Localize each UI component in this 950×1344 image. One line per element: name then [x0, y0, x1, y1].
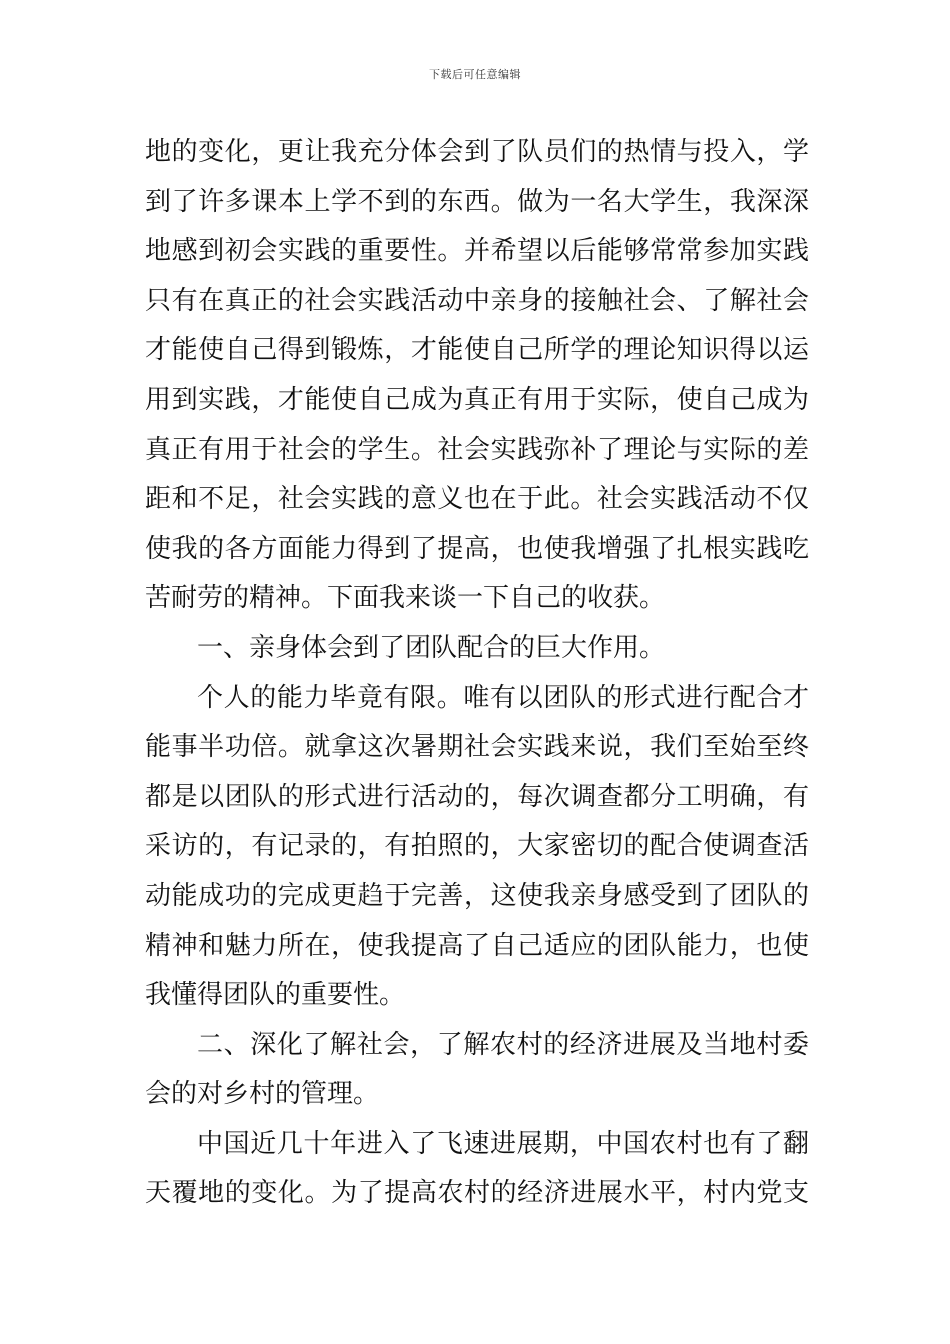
text-line: 到了许多课本上学不到的东西。做为一名大学生，我深深 — [145, 186, 809, 217]
page-header: 下载后可任意编辑 — [429, 68, 521, 81]
text-line: 采访的，有记录的，有拍照的，大家密切的配合使调查活 — [145, 831, 809, 862]
text-line: 地感到初会实践的重要性。并希望以后能够常常参加实践 — [145, 236, 809, 267]
text-line: 苦耐劳的精神。下面我来谈一下自己的收获。 — [145, 583, 666, 614]
text-line: 才能使自己得到锻炼，才能使自己所学的理论知识得以运 — [145, 335, 809, 366]
text-line: 只有在真正的社会实践活动中亲身的接触社会、了解社会 — [145, 285, 809, 316]
text-line: 天覆地的变化。为了提高农村的经济进展水平，村内党支 — [145, 1178, 809, 1209]
text-line: 使我的各方面能力得到了提高，也使我增强了扎根实践吃 — [145, 533, 809, 564]
text-line: 真正有用于社会的学生。社会实践弥补了理论与实际的差 — [145, 434, 809, 465]
text-line: 会的对乡村的管理。 — [145, 1079, 380, 1110]
text-line: 个人的能力毕竟有限。唯有以团队的形式进行配合才 — [197, 682, 809, 713]
text-line: 距和不足，社会实践的意义也在于此。社会实践活动不仅 — [145, 484, 809, 515]
text-line: 精神和魅力所在，使我提高了自己适应的团队能力，也使 — [145, 930, 809, 961]
text-line: 一、亲身体会到了团队配合的巨大作用。 — [197, 632, 666, 663]
document-body — [145, 128, 809, 1219]
text-line: 中国近几十年进入了飞速进展期，中国农村也有了翻 — [197, 1128, 809, 1159]
text-line: 地的变化，更让我充分体会到了队员们的热情与投入，学 — [145, 137, 809, 167]
text-line: 二、深化了解社会，了解农村的经济进展及当地村委 — [197, 1029, 809, 1060]
text-line: 能事半功倍。就拿这次暑期社会实践来说，我们至始至终 — [145, 732, 809, 763]
text-line: 我懂得团队的重要性。 — [145, 980, 406, 1011]
text-line: 用到实践，才能使自己成为真正有用于实际，使自己成为 — [145, 384, 809, 415]
text-line: 都是以团队的形式进行活动的，每次调查都分工明确，有 — [145, 781, 809, 812]
text-line: 动能成功的完成更趋于完善，这使我亲身感受到了团队的 — [145, 880, 809, 911]
